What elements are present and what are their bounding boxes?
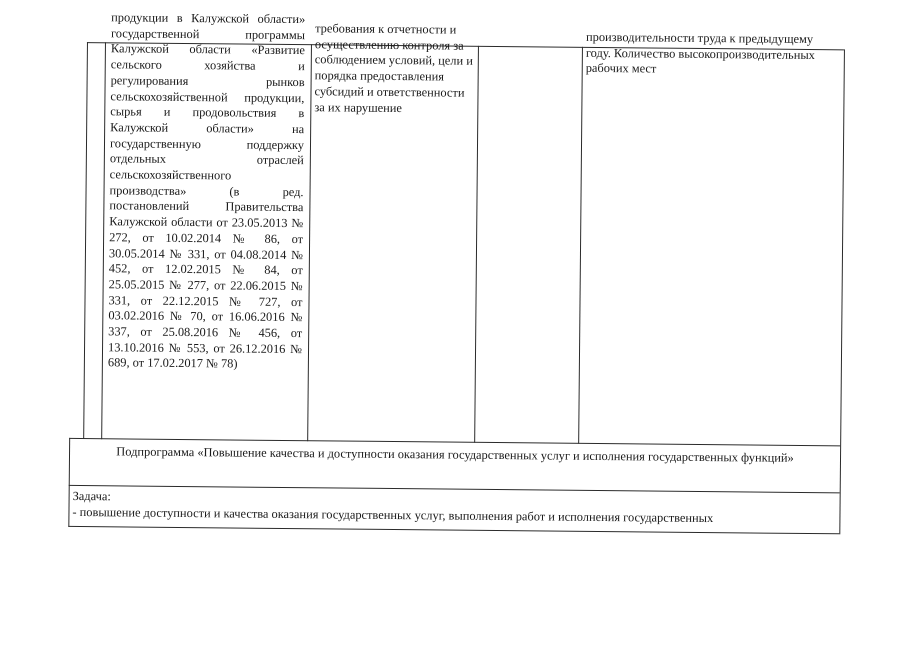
col-d-left-border [474,46,479,443]
col-a-left-border [83,42,88,439]
cell-empty [482,23,578,24]
subprogram-heading: Подпрограмма «Повышение качества и доступности оказания государственных услуг и исполнения государственных функций» [116,444,794,465]
table-left-border [68,438,70,527]
cell-indicators: производительности труда к предыдущему году. Количество высокопроизводительных рабочих мест [585,29,815,76]
col-e-left-border [578,47,583,444]
col-c-left-border [307,44,312,441]
table-right-border [839,49,845,534]
col-b-left-border [101,42,106,439]
table-bottom-border [68,526,839,534]
cell-document-reference: продукции в Калужской области» государственной программы Калужской области «Развитие сельского хозяйства и регулирования рынков сельскохозяйственной продукции, сырья и продовольствия в Калужской области» на государственную поддержку отдельных отраслей сельскохозяйственного производства» (в ред. постановлений Правительства Калужской области от 23.05.2013 № 272, от 10.02.2014 № 86, от 30.05.2014 № 331, от 04.08.2014 № 452, от 12.02.2015 № 84, от 25.05.2015 № 277, от 22.06.2015 № 331, от 22.12.2015 № 727, от 03.02.2016 № 70, от 16.06.2016 № 337, от 25.08.2016 № 456, от 13.10.2016 № 553, от 26.12.2016 № 689, от 17.02.2017 № 78) [107,10,306,371]
task-item: - повышение доступности и качества оказания государственных услуг, выполнения работ и исполнения государственных [72,504,714,526]
task-label: Задача: [72,488,111,504]
cell-requirements: требования к отчетности и осуществлению контроля за соблюдением условий, цели и порядка предоставления субсидий и ответственности за их нарушение [314,21,473,115]
